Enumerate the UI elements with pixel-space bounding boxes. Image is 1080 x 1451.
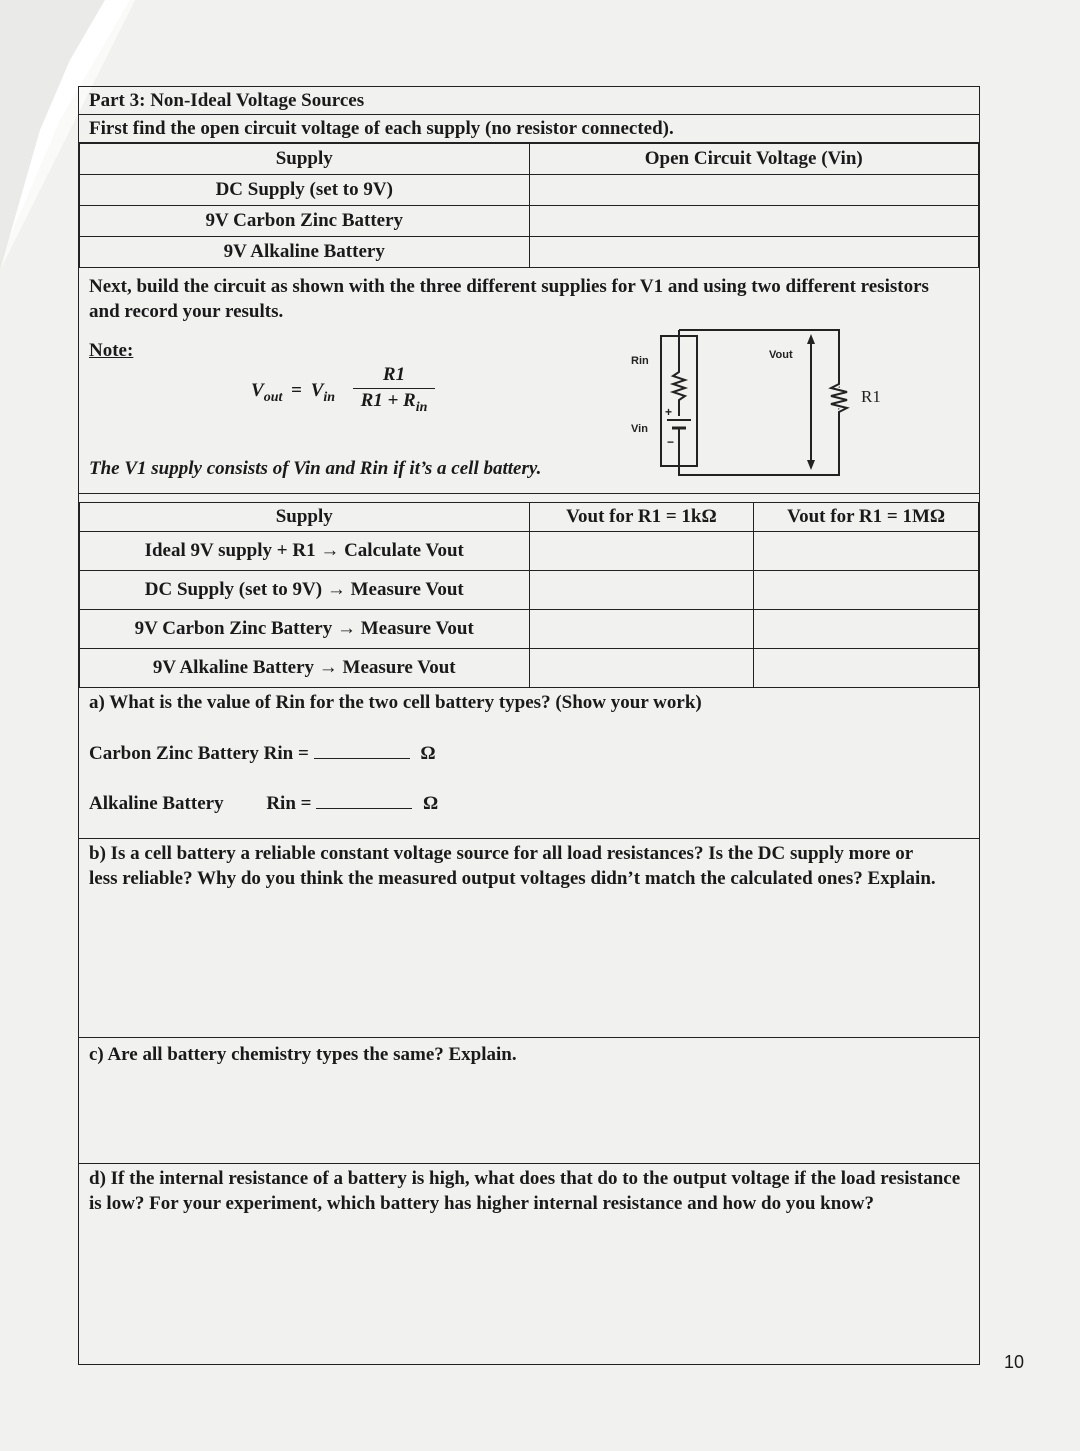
question-c: c) Are all battery chemistry types the same? Explain. (89, 1044, 517, 1065)
table1-row-supply: DC Supply (set to 9V) (80, 175, 530, 206)
formula-vout-sub: out (263, 389, 283, 405)
formula-numerator: R1 (382, 364, 406, 385)
alkaline-rin-eq: Rin = (266, 793, 312, 814)
table2-cell-input[interactable] (529, 610, 754, 649)
table2-cell-input[interactable] (529, 532, 754, 571)
formula-den-sub: in (415, 399, 428, 415)
formula-equals: = (291, 380, 302, 401)
formula-vin: V (310, 380, 324, 401)
worksheet (78, 86, 980, 1365)
page-number: 10 (1004, 1352, 1025, 1372)
plus-sign: + (665, 405, 673, 419)
wire-loop (679, 330, 839, 475)
formula-vout: V (251, 380, 264, 401)
question-b-box[interactable] (79, 839, 979, 1038)
vin-label: Vin (631, 423, 648, 435)
table2-cell-input[interactable] (754, 532, 979, 571)
table1-cell-input[interactable] (529, 237, 979, 268)
vout-label: Vout (769, 349, 793, 361)
carbon-rin-label: Carbon Zinc Battery Rin = (89, 743, 309, 764)
table2-header-1m: Vout for R1 = 1MΩ (754, 503, 979, 532)
question-a: a) What is the value of Rin for the two cell battery types? (Show your work) (89, 692, 702, 713)
formula-fraction (353, 364, 435, 416)
circuit-diagram (609, 320, 909, 490)
table2-cell-input[interactable] (529, 571, 754, 610)
formula-denominator: R1 + R (360, 390, 416, 411)
question-d-box[interactable] (79, 1164, 979, 1364)
table2-header-supply: Supply (80, 503, 530, 532)
alkaline-rin-line (89, 790, 438, 815)
carbon-rin-line (89, 740, 436, 765)
table1-row-supply: 9V Carbon Zinc Battery (80, 206, 530, 237)
question-b: b) Is a cell battery a reliable constant voltage source for all load resistances? Is the DC supply more or less reliable? Why do you think the measured output voltages didn’t match the calculated ones? Explain. (89, 843, 936, 889)
table2-row-supply: DC Supply (set to 9V) → Measure Vout (80, 571, 530, 610)
table2-header-1k: Vout for R1 = 1kΩ (529, 503, 754, 532)
arrow-up-icon (807, 334, 815, 344)
table2-cell-input[interactable] (754, 610, 979, 649)
question-d: d) If the internal resistance of a battery is high, what does that do to the output voltage if the load resistance is low? For your experiment, which battery has higher internal resistance and how do you know? (89, 1168, 961, 1214)
table2-cell-input[interactable] (754, 649, 979, 688)
formula-denominator-wrap (353, 388, 435, 416)
ohm-symbol: Ω (420, 743, 436, 764)
table2-row-supply: 9V Alkaline Battery → Measure Vout (80, 649, 530, 688)
question-a-box (79, 688, 979, 839)
circuit-note-section (79, 268, 979, 494)
v1-supply-note: The V1 supply consists of Vin and Rin if it’s a cell battery. (89, 458, 542, 479)
alkaline-rin-label: Alkaline Battery (89, 793, 224, 814)
instruction-open-circuit: First find the open circuit voltage of each supply (no resistor connected). (79, 115, 979, 143)
open-circuit-table (79, 143, 979, 268)
table2-row-supply: 9V Carbon Zinc Battery → Measure Vout (80, 610, 530, 649)
table1-header-voltage: Open Circuit Voltage (Vin) (529, 144, 979, 175)
carbon-rin-blank[interactable] (314, 740, 410, 759)
table2-row-supply: Ideal 9V supply + R1 → Calculate Vout (80, 532, 530, 571)
arrow-down-icon (807, 460, 815, 470)
table1-cell-input[interactable] (529, 206, 979, 237)
ohm-symbol: Ω (422, 793, 439, 814)
formula-vin-sub: in (323, 389, 336, 405)
table2-cell-input[interactable] (754, 571, 979, 610)
table2-cell-input[interactable] (529, 649, 754, 688)
minus-sign: − (667, 435, 675, 449)
vout-formula (251, 380, 335, 406)
table1-header-supply: Supply (80, 144, 530, 175)
table1-cell-input[interactable] (529, 175, 979, 206)
vout-table (79, 502, 979, 688)
rin-resistor-icon (673, 368, 685, 416)
question-c-box[interactable] (79, 1038, 979, 1164)
note-label: Note: (89, 340, 134, 361)
table1-row-supply: 9V Alkaline Battery (80, 237, 530, 268)
r1-label: R1 (861, 387, 881, 406)
alkaline-rin-blank[interactable] (316, 790, 412, 809)
part-title: Part 3: Non-Ideal Voltage Sources (79, 87, 979, 115)
instruction-build-circuit: Next, build the circuit as shown with the three different supplies for V1 and using two different resistors and record your results. (89, 276, 929, 322)
rin-label: Rin (631, 355, 649, 367)
